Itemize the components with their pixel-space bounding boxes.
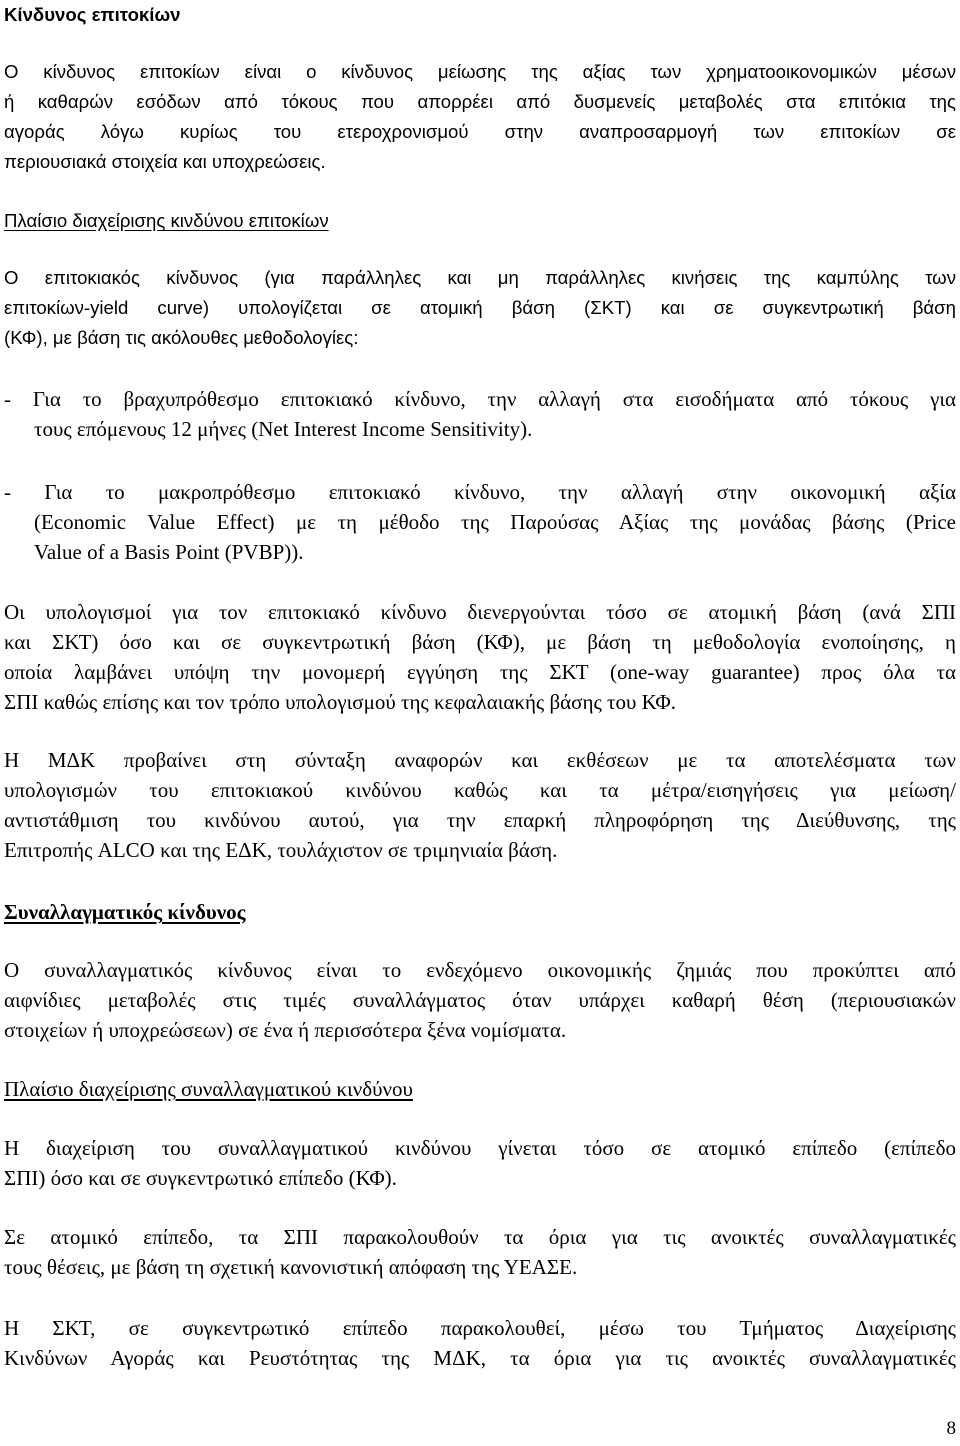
bullet-short-term <box>4 384 956 444</box>
bullet-line: - Για το βραχυπρόθεσμο επιτοκιακό κίνδυνο, την αλλαγή στα εισοδήματα από τόκους για <box>4 387 956 411</box>
bullet-line: τους επόμενους 12 μήνες (Net Interest Income Sensitivity). <box>34 417 533 441</box>
fx-risk-title-text: Συναλλαγματικός κίνδυνος <box>4 900 246 924</box>
text-line: Η ΜΔΚ προβαίνει στη σύνταξη αναφορών και εκθέσεων με τα αποτελέσματα των <box>4 748 956 772</box>
text-line: Κινδύνων Αγοράς και Ρευστότητας της ΜΔΚ, τα όρια για τις ανοικτές συναλλαγματικές <box>4 1346 956 1370</box>
fx-consolidated-paragraph <box>4 1313 956 1373</box>
bullet-line: (Economic Value Effect) με τη μέθοδο της Παρούσας Αξίας της μονάδας βάσης (Price <box>34 510 956 534</box>
text-line: οποία λαμβάνει υπόψη την μονομερή εγγύηση της ΣΚΤ (one-way guarantee) προς όλα τα <box>4 660 956 684</box>
text-line: περιουσιακά στοιχεία και υποχρεώσεις. <box>4 151 326 172</box>
calculations-paragraph <box>4 597 956 717</box>
text-line: Επιτροπής ALCO και της ΕΔΚ, τουλάχιστον σε τριμηνιαία βάση. <box>4 838 558 862</box>
interest-framework-title <box>4 206 956 236</box>
text-line: στοιχείων ή υποχρεώσεων) σε ένα ή περισσότερα ξένα νομίσματα. <box>4 1018 567 1042</box>
text-line: ΣΠΙ καθώς επίσης και τον τρόπο υπολογισμού της κεφαλαιακής βάσης του ΚΦ. <box>4 690 676 714</box>
text-line: ή καθαρών εσόδων από τόκους που απορρέει από δυσμενείς μεταβολές στα επιτόκια της <box>4 91 956 112</box>
page-number: 8 <box>946 1418 956 1439</box>
text-line: υπολογισμών του επιτοκιακού κινδύνου καθώς και τα μέτρα/εισηγήσεις για μείωση/ <box>4 778 956 802</box>
bullet-line: Value of a Basis Point (PVBP)). <box>34 540 304 564</box>
text-line: και ΣΚΤ) όσο και σε συγκεντρωτική βάση (ΚΦ), με βάση τη μεθοδολογία ενοποίησης, η <box>4 630 956 654</box>
text-line: Ο κίνδυνος επιτοκίων είναι ο κίνδυνος μείωσης της αξίας των χρηματοοικονομικών μέσων <box>4 61 956 82</box>
fx-individual-paragraph <box>4 1222 956 1282</box>
text-line: Ο συναλλαγματικός κίνδυνος είναι το ενδεχόμενο οικονομικής ζημιάς που προκύπτει από <box>4 958 956 982</box>
text-line: Ο επιτοκιακός κίνδυνος (για παράλληλες και μη παράλληλες κινήσεις της καμπύλης των <box>4 267 956 288</box>
text-line: τους θέσεις, με βάση τη σχετική κανονιστική απόφαση της ΥΕΑΣΕ. <box>4 1255 578 1279</box>
text-line: (ΚΦ), με βάση τις ακόλουθες μεθοδολογίες: <box>4 327 359 348</box>
text-line: Η ΣΚΤ, σε συγκεντρωτικό επίπεδο παρακολουθεί, μέσω του Τμήματος Διαχείρισης <box>4 1316 956 1340</box>
reporting-paragraph <box>4 745 956 865</box>
text-line: Οι υπολογισμοί για τον επιτοκιακό κίνδυνο διενεργούνται τόσο σε ατομική βάση (ανά ΣΠΙ <box>4 600 956 624</box>
bullet-long-term <box>4 477 956 567</box>
interest-risk-title-text: Κίνδυνος επιτοκίων <box>4 4 181 25</box>
text-line: Σε ατομικό επίπεδο, τα ΣΠΙ παρακολουθούν τα όρια για τις ανοικτές συναλλαγματικές <box>4 1225 956 1249</box>
fx-risk-definition <box>4 955 956 1045</box>
text-line: επιτοκίων-yield curve) υπολογίζεται σε ατομική βάση (ΣΚΤ) και σε συγκεντρωτική βάση <box>4 297 956 318</box>
fx-risk-title <box>4 897 956 927</box>
fx-management-paragraph <box>4 1133 956 1193</box>
interest-risk-definition <box>4 57 956 177</box>
text-line: Η διαχείριση του συναλλαγματικού κινδύνου γίνεται τόσο σε ατομικό επίπεδο (επίπεδο <box>4 1136 956 1160</box>
interest-risk-title <box>4 0 956 30</box>
fx-framework-title-text: Πλαίσιο διαχείρισης συναλλαγματικού κινδύνου <box>4 1077 413 1101</box>
interest-framework-title-text: Πλαίσιο διαχείρισης κινδύνου επιτοκίων <box>4 210 329 231</box>
text-line: αγοράς λόγω κυρίως του ετεροχρονισμού στην αναπροσαρμογή των επιτοκίων σε <box>4 121 956 142</box>
interest-framework-intro <box>4 263 956 353</box>
text-line: ΣΠΙ) όσο και σε συγκεντρωτικό επίπεδο (ΚΦ). <box>4 1166 397 1190</box>
text-line: αντιστάθμιση του κινδύνου αυτού, για την επαρκή πληροφόρηση της Διεύθυνσης, της <box>4 808 956 832</box>
fx-framework-title <box>4 1074 956 1104</box>
bullet-line: - Για το μακροπρόθεσμο επιτοκιακό κίνδυνο, την αλλαγή στην οικονομική αξία <box>4 480 956 504</box>
text-line: αιφνίδιες μεταβολές στις τιμές συναλλάγματος όταν υπάρχει καθαρή θέση (περιουσιακών <box>4 988 956 1012</box>
